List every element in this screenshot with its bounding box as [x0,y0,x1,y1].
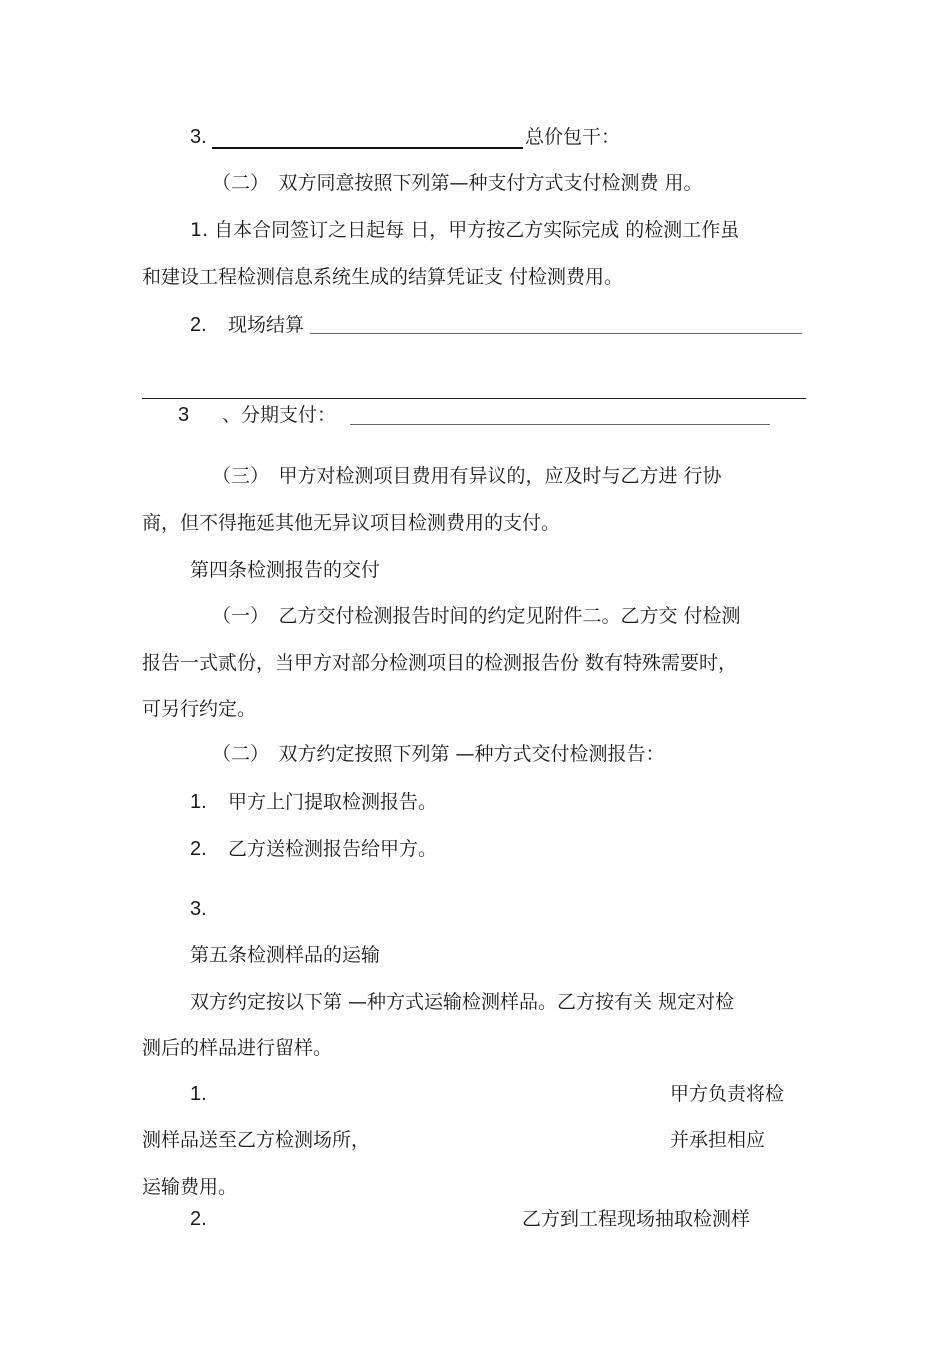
item-number: 3. [190,898,207,920]
section-heading: 第四条检测报告的交付 [190,559,381,581]
text-line: （三） 甲方对检测项目费用有异议的，应及时与乙方进 行协 [212,465,722,487]
text-line: 乙方送检测报告给甲方。 [228,838,438,860]
fill-in-blank [310,333,802,334]
item-number: 1. [190,1083,207,1105]
text-line: 测样品送至乙方检测场所， [142,1129,371,1151]
item-number: 1. [190,791,207,813]
text-line: 报告一式贰份，当甲方对部分检测项目的检测报告份 数有特殊需要时， [142,652,738,674]
fill-in-blank [212,147,523,149]
text-line: （二） 双方约定按照下列第 —种方式交付检测报告： [212,743,665,765]
text-line: 测后的样品进行留样。 [142,1037,333,1059]
text-line: 乙方到工程现场抽取检测样 [522,1208,751,1230]
item-number: 2. [190,314,207,336]
text-line: 商，但不得拖延其他无异议项目检测费用的支付。 [142,512,561,534]
text-line: 并承担相应 [670,1129,766,1151]
text-line: 甲方负责将检 [670,1083,785,1105]
text-line: 、分期支付： [222,404,337,426]
fill-in-blank [142,398,806,399]
text-line: 可另行约定。 [142,698,257,720]
text-line: 现场结算 [228,314,305,336]
item-number: 3. [190,126,207,148]
text-line: 甲方上门提取检测报告。 [228,791,438,813]
text-line: 和建设工程检测信息系统生成的结算凭证支 付检测费用。 [142,266,624,288]
text-line: 1. 自本合同签订之日起每 日，甲方按乙方实际完成 的检测工作虽 [190,219,740,241]
fill-in-blank [350,424,770,425]
section-heading: 第五条检测样品的运输 [190,944,381,966]
text-line: 运输费用。 [142,1176,238,1198]
item-number: 2. [190,1208,207,1230]
item-number: 2. [190,838,207,860]
text-line: 总价包干： [525,126,621,148]
text-line: 双方约定按以下第 —种方式运输检测样品。乙方按有关 规定对检 [190,991,735,1013]
text-line: （一） 乙方交付检测报告时间的约定见附件二。乙方交 付检测 [212,605,741,627]
item-number: 3 [178,404,190,426]
text-line: （二） 双方同意按照下列第—种支付方式支付检测费 用。 [212,172,703,194]
